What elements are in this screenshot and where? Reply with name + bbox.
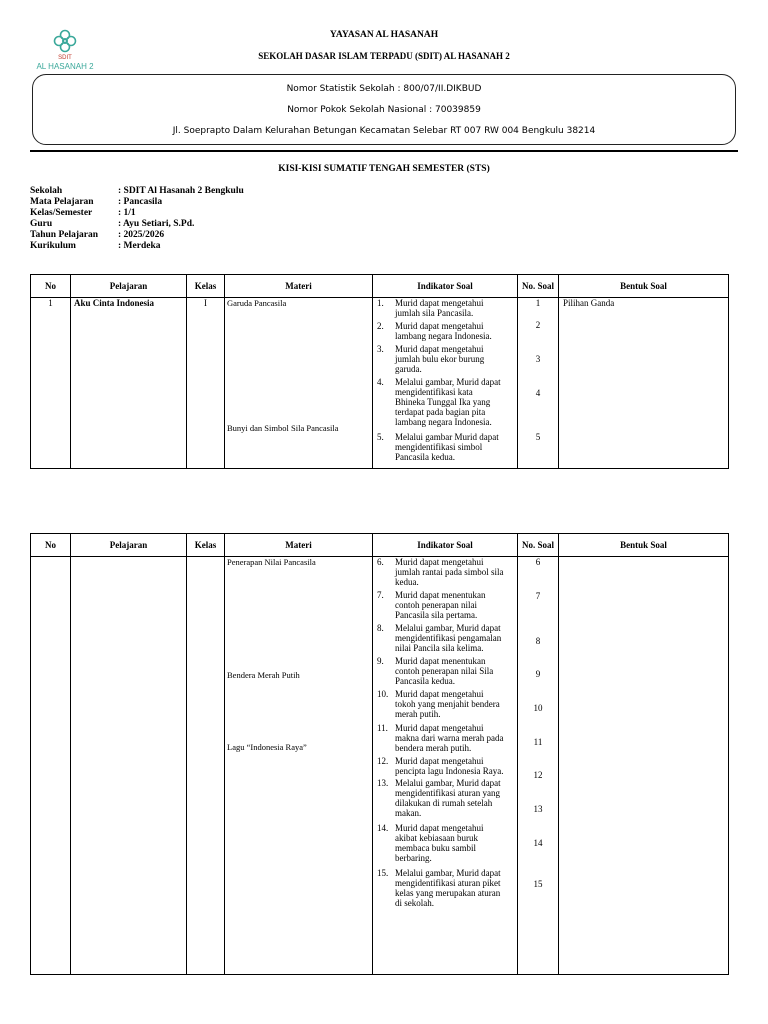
question-number: 3 <box>535 354 541 364</box>
indikator-item: 10. Murid dapat mengetahui tokoh yang menjahit bendera merah putih. <box>377 689 500 719</box>
materi-text: Bunyi dan Simbol Sila Pancasila <box>227 423 339 433</box>
col-header-pelajaran: Pelajaran <box>71 275 187 298</box>
materi-text: Garuda Pancasila <box>227 298 287 308</box>
kisi-table-1 <box>30 274 729 469</box>
question-number: 10 <box>533 703 543 713</box>
question-number: 2 <box>535 320 541 330</box>
question-number: 4 <box>535 388 541 398</box>
indikator-item: 8. Melalui gambar, Murid dapat mengidentifikasi pengamalan nilai Pancila sila kelima. <box>377 623 502 653</box>
col-header-materi: Materi <box>225 275 373 298</box>
document-meta <box>30 186 244 252</box>
meta-label: Mata Pelajaran <box>30 197 94 207</box>
col-header-bentuk: Bentuk Soal <box>559 534 729 557</box>
meta-row <box>30 197 244 208</box>
question-number: 6 <box>535 557 541 567</box>
school-name: SEKOLAH DASAR ISLAM TERPADU (SDIT) AL HASANAH 2 <box>258 51 510 61</box>
meta-label: Guru <box>30 219 53 229</box>
meta-row <box>30 186 244 197</box>
cell-no <box>31 298 71 469</box>
school-address: Jl. Soeprapto Dalam Kelurahan Betungan Kecamatan Selebar RT 007 RW 004 Bengkulu 38214 <box>172 126 596 136</box>
meta-value: : Merdeka <box>118 241 161 251</box>
row-number: 1 <box>48 298 53 308</box>
cell-kelas <box>187 557 225 975</box>
cell-bentuk <box>559 557 729 975</box>
school-nss: Nomor Statistik Sekolah : 800/07/II.DIKBUD <box>286 84 482 94</box>
cell-kelas <box>187 298 225 469</box>
indikator-item: 11. Murid dapat mengetahui makna dari warna merah pada bendera merah putih. <box>377 723 504 753</box>
indikator-item: 12. Murid dapat mengetahui pencipta lagu Indonesia Raya. <box>377 756 504 776</box>
cell-materi <box>225 557 373 975</box>
cell-no-soal <box>518 557 559 975</box>
table-row <box>31 557 729 975</box>
meta-value: : Pancasila <box>118 197 163 207</box>
indikator-item: 9. Murid dapat menentukan contoh penerapan nilai Sila Pancasila kedua. <box>377 656 494 686</box>
indikator-item: 7. Murid dapat menentukan contoh penerapan nilai Pancasila sila pertama. <box>377 590 486 620</box>
kisi-table-2 <box>30 533 729 975</box>
question-number: 14 <box>533 838 543 848</box>
meta-label: Kelas/Semester <box>30 208 93 218</box>
meta-row <box>30 230 244 241</box>
cell-bentuk <box>559 298 729 469</box>
col-header-kelas: Kelas <box>187 275 225 298</box>
header-divider <box>30 150 738 152</box>
cell-indikator <box>373 298 518 469</box>
indikator-item: 5. Melalui gambar Murid dapat mengidentifikasi simbol Pancasila kedua. <box>377 432 499 462</box>
meta-label: Tahun Pelajaran <box>30 230 99 240</box>
question-type: Pilihan Ganda <box>563 298 615 308</box>
meta-value: : 2025/2026 <box>118 230 165 240</box>
table-header-row <box>31 534 729 557</box>
question-number: 8 <box>535 636 541 646</box>
meta-value: : Ayu Setiari, S.Pd. <box>118 219 195 229</box>
materi-text: Penerapan Nilai Pancasila <box>227 557 316 567</box>
col-header-no: No <box>31 275 71 298</box>
cell-materi <box>225 298 373 469</box>
col-header-no-soal: No. Soal <box>518 534 559 557</box>
materi-text: Bendera Merah Putih <box>227 670 300 680</box>
table-header-row <box>31 275 729 298</box>
col-header-indikator: Indikator Soal <box>373 534 518 557</box>
col-header-indikator: Indikator Soal <box>373 275 518 298</box>
document-title: KISI-KISI SUMATIF TENGAH SEMESTER (STS) <box>278 164 490 174</box>
address-box <box>32 74 736 145</box>
meta-label: Sekolah <box>30 186 63 196</box>
col-header-no-soal: No. Soal <box>518 275 559 298</box>
question-number: 11 <box>533 737 543 747</box>
question-number: 7 <box>535 591 541 601</box>
indikator-item: 2. Murid dapat mengetahui lambang negara Indonesia. <box>377 321 492 341</box>
cell-no-soal <box>518 298 559 469</box>
question-number: 1 <box>535 298 541 308</box>
question-number: 13 <box>533 804 543 814</box>
cell-pelajaran <box>71 298 187 469</box>
table-row <box>31 298 729 469</box>
meta-value: : SDIT Al Hasanah 2 Bengkulu <box>118 186 244 196</box>
question-number: 15 <box>533 879 543 889</box>
subject-text: Aku Cinta Indonesia <box>74 298 155 308</box>
question-number: 5 <box>535 432 541 442</box>
meta-row <box>30 241 244 252</box>
col-header-materi: Materi <box>225 534 373 557</box>
indikator-item: 13. Melalui gambar, Murid dapat mengidentifikasi aturan yang dilakukan di rumah setelah makan. <box>377 778 501 818</box>
cell-indikator <box>373 557 518 975</box>
meta-label: Kurikulum <box>30 241 76 251</box>
foundation-name: YAYASAN AL HASANAH <box>329 30 439 40</box>
meta-row <box>30 219 244 230</box>
question-number: 12 <box>533 770 543 780</box>
indikator-item: 4. Melalui gambar, Murid dapat mengidentifikasi kata Bhineka Tunggal Ika yang terdapat pada bagian pita lambang negara Indonesia. <box>377 377 501 427</box>
col-header-bentuk: Bentuk Soal <box>559 275 729 298</box>
meta-value: : 1/1 <box>118 208 136 218</box>
col-header-pelajaran: Pelajaran <box>71 534 187 557</box>
indikator-item: 3. Murid dapat mengetahui jumlah bulu ekor burung garuda. <box>377 344 485 374</box>
col-header-no: No <box>31 534 71 557</box>
cell-no <box>31 557 71 975</box>
logo-text-sdit: SDIT <box>58 55 72 61</box>
indikator-item: 6. Murid dapat mengetahui jumlah rantai pada simbol sila kedua. <box>377 557 504 587</box>
indikator-item: 15. Melalui gambar, Murid dapat mengidentifikasi aturan piket kelas yang merupakan aturan di sekolah. <box>377 868 501 908</box>
question-number: 9 <box>535 669 541 679</box>
materi-text: Lagu “Indonesia Raya” <box>227 742 307 752</box>
school-npsn: Nomor Pokok Sekolah Nasional : 70039859 <box>287 105 481 115</box>
indikator-item: 14. Murid dapat mengetahui akibat kebiasaan buruk membaca buku sambil berbaring. <box>377 823 484 863</box>
indikator-item: 1. Murid dapat mengetahui jumlah sila Pancasila. <box>377 298 484 318</box>
class-text: I <box>204 298 207 308</box>
col-header-kelas: Kelas <box>187 534 225 557</box>
cell-pelajaran <box>71 557 187 975</box>
meta-row <box>30 208 244 219</box>
logo-text-name: AL HASANAH 2 <box>36 62 94 71</box>
